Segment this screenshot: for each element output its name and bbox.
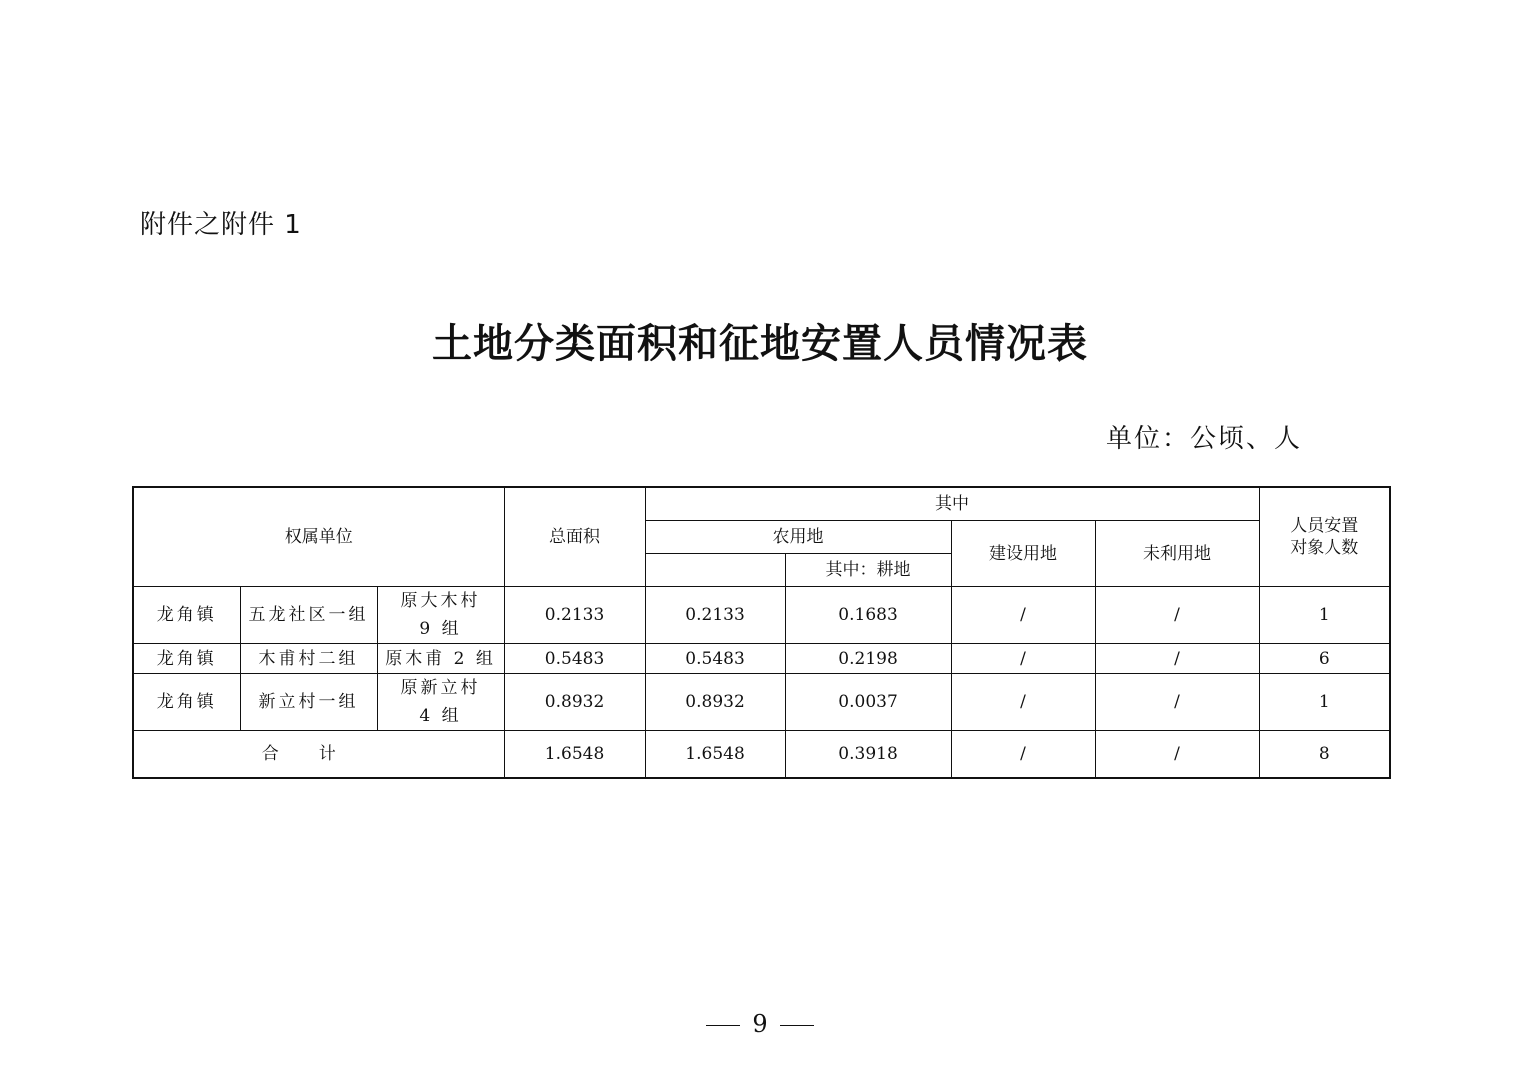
page-number-dash-right bbox=[780, 1025, 814, 1026]
cell-original-line1: 原大木村 bbox=[400, 591, 481, 611]
cell-total-label: 合计 bbox=[133, 731, 504, 779]
cell-original-line2: 4 组 bbox=[419, 706, 462, 726]
header-unused-land: 未利用地 bbox=[1095, 521, 1259, 587]
cell-total-construction-land: / bbox=[951, 731, 1095, 779]
header-resettled-people bbox=[1259, 487, 1390, 587]
cell-original-line2: 9 组 bbox=[419, 619, 462, 639]
cell-total-total-area: 1.6548 bbox=[504, 731, 645, 779]
header-total-area: 总面积 bbox=[504, 487, 645, 587]
cell-total-resettled-people: 8 bbox=[1259, 731, 1390, 779]
cell-total-area: 0.8932 bbox=[504, 674, 645, 731]
cell-town: 龙角镇 bbox=[133, 587, 240, 644]
cell-total-area: 0.2133 bbox=[504, 587, 645, 644]
cell-village-group: 木甫村二组 bbox=[240, 644, 377, 674]
page-number-footer bbox=[0, 1010, 1520, 1038]
land-classification-table bbox=[132, 486, 1391, 779]
cell-total-unused-land: / bbox=[1095, 731, 1259, 779]
table-row bbox=[133, 644, 1390, 674]
header-ownership-unit: 权属单位 bbox=[133, 487, 504, 587]
cell-resettled-people: 1 bbox=[1259, 674, 1390, 731]
cell-resettled-people: 6 bbox=[1259, 644, 1390, 674]
cell-village-group: 新立村一组 bbox=[240, 674, 377, 731]
header-agricultural-blank bbox=[645, 554, 785, 587]
cell-agricultural-land: 0.2133 bbox=[645, 587, 785, 644]
cell-total-area: 0.5483 bbox=[504, 644, 645, 674]
header-cultivated-land: 其中：耕地 bbox=[785, 554, 951, 587]
cell-unused-land: / bbox=[1095, 644, 1259, 674]
page-number: 9 bbox=[752, 1010, 768, 1038]
header-resettled-line1: 人员安置 bbox=[1290, 516, 1359, 536]
cell-town: 龙角镇 bbox=[133, 674, 240, 731]
unit-label: 单位：公顷、人 bbox=[1106, 424, 1303, 454]
header-of-which: 其中 bbox=[645, 487, 1259, 521]
cell-construction-land: / bbox=[951, 674, 1095, 731]
cell-original-group bbox=[377, 674, 504, 731]
cell-cultivated-land: 0.2198 bbox=[785, 644, 951, 674]
cell-original-line1: 原新立村 bbox=[400, 678, 481, 698]
total-row bbox=[133, 731, 1390, 779]
cell-original-group: 原木甫 2 组 bbox=[377, 644, 504, 674]
land-table-wrapper bbox=[132, 486, 1389, 779]
cell-agricultural-land: 0.8932 bbox=[645, 674, 785, 731]
page-number-dash-left bbox=[706, 1025, 740, 1026]
cell-resettled-people: 1 bbox=[1259, 587, 1390, 644]
document-title: 土地分类面积和征地安置人员情况表 bbox=[432, 321, 1088, 367]
header-construction-land: 建设用地 bbox=[951, 521, 1095, 587]
cell-unused-land: / bbox=[1095, 674, 1259, 731]
cell-construction-land: / bbox=[951, 644, 1095, 674]
cell-total-cultivated-land: 0.3918 bbox=[785, 731, 951, 779]
cell-town: 龙角镇 bbox=[133, 644, 240, 674]
cell-cultivated-land: 0.1683 bbox=[785, 587, 951, 644]
header-row-1 bbox=[133, 487, 1390, 521]
cell-original-group bbox=[377, 587, 504, 644]
header-resettled-line2: 对象人数 bbox=[1290, 538, 1359, 558]
cell-unused-land: / bbox=[1095, 587, 1259, 644]
cell-agricultural-land: 0.5483 bbox=[645, 644, 785, 674]
cell-construction-land: / bbox=[951, 587, 1095, 644]
header-agricultural-land: 农用地 bbox=[645, 521, 951, 554]
table-row bbox=[133, 587, 1390, 644]
cell-total-agricultural-land: 1.6548 bbox=[645, 731, 785, 779]
attachment-label: 附件之附件 1 bbox=[140, 210, 302, 240]
table-row bbox=[133, 674, 1390, 731]
cell-village-group: 五龙社区一组 bbox=[240, 587, 377, 644]
cell-cultivated-land: 0.0037 bbox=[785, 674, 951, 731]
